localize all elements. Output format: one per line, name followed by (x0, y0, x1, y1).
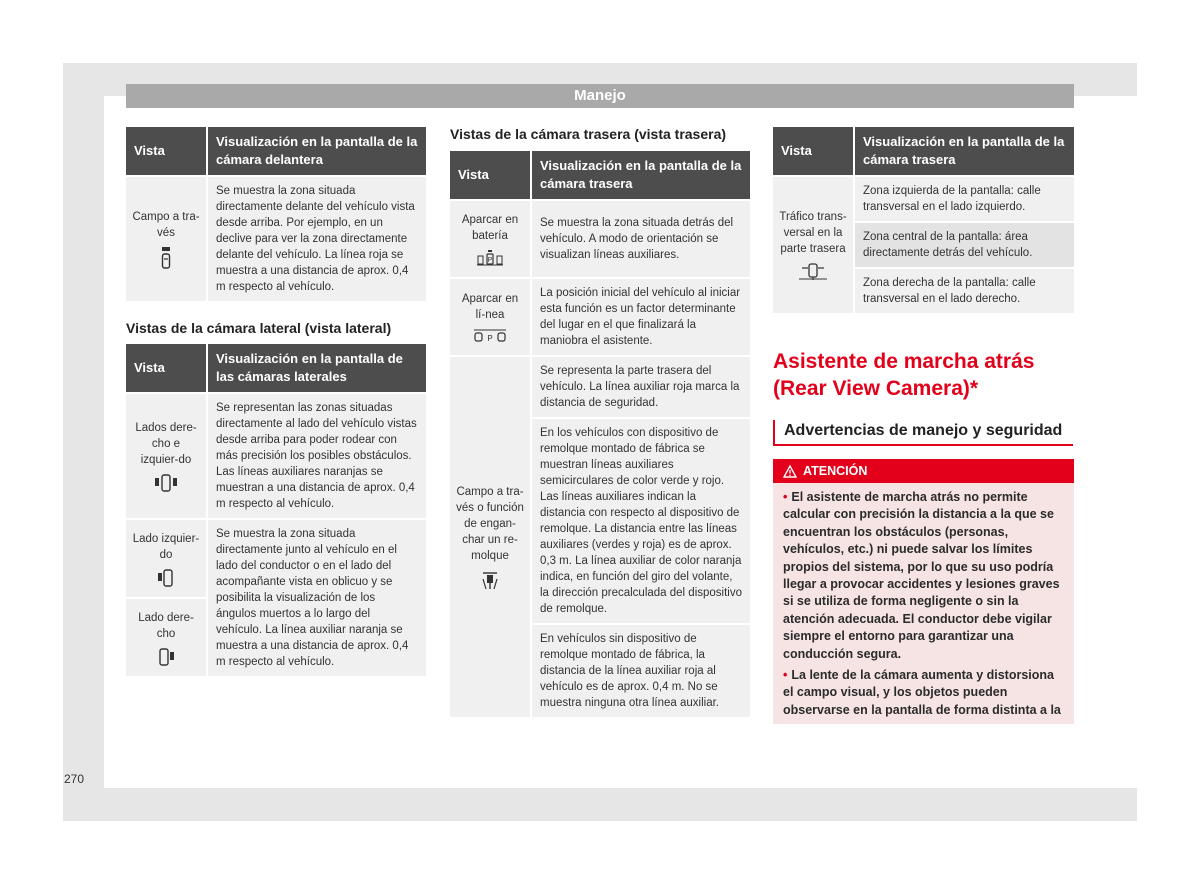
right-side-camera-icon (158, 648, 174, 666)
cross-traffic-table (773, 125, 1074, 315)
table-row (450, 201, 750, 277)
view-label: Lado dere-cho (138, 611, 194, 640)
table-row (450, 357, 750, 417)
warning-text: El asistente de marcha atrás no permite calcular con precisión la distancia a la que se encuentran los obstáculos (personas, vehículos, etc.) ni puede salvar los límites propios del sistema, por lo que su uso podría llegar a provocar accidentes y lesiones graves si se utiliza de forma negligente o sin la atención adecuada. El conductor debe vigilar siempre el entorno para garantizar una conducción segura. (783, 490, 1060, 661)
front-camera-icon (160, 247, 172, 269)
warning-body (773, 483, 1074, 719)
vista-column-header: Vista (450, 151, 532, 199)
rear-camera-table (450, 149, 750, 719)
vista-column-header: Vista (126, 344, 208, 392)
description-cell: Se muestra la zona situada detrás del vehículo. A modo de orientación se visualizan líneas auxiliares. (532, 201, 750, 277)
view-label: Aparcar en batería (461, 214, 519, 242)
trailer-hitch-icon (481, 570, 499, 590)
description-cell: En vehículos sin dispositivo de remolque montado de fábrica, la distancia de la línea auxiliar roja al vehículo es de aprox. 0,4 m. No se muestra ninguna otra línea auxiliar. (532, 625, 750, 717)
display-column-header: Visualización en la pantalla de la cámara trasera (855, 127, 1074, 175)
description-cell: Se representa la parte trasera del vehículo. La línea auxiliar roja marca la distancia de seguridad. (532, 357, 750, 417)
view-label: Campo a tra-vés (132, 211, 200, 239)
view-label: Campo a tra-vés o función de engan-char un re-molque (456, 486, 524, 562)
description-cell: Se representan las zonas situadas directamente al lado del vehículo vistas desde arriba para poder rodear con más precisión los posibles obstáculos. Las líneas auxiliares naranjas se muestran a una distancia de aprox. 0,4 m respecto al vehículo. (208, 394, 426, 518)
table-row (450, 279, 750, 355)
warning-header (773, 459, 1074, 483)
view-cell (126, 599, 208, 676)
chapter-header: Manejo (126, 84, 1074, 108)
warning-bullet: • El asistente de marcha atrás no permite calcular con precisión la distancia a la que se encuentran los obstáculos (personas, vehículos, etc.) ni puede salvar los límites propios del sistema, por lo que su uso podría llegar a provocar accidentes y lesiones graves si se utiliza de forma negligente o sin la atención adecuada. El conductor debe vigilar siempre el entorno para garantizar una conducción segura. (783, 490, 1060, 661)
rear-section-title: Vistas de la cámara trasera (vista trasera) (450, 126, 727, 142)
svg-text:P: P (487, 257, 493, 264)
description-cell: Zona derecha de la pantalla: calle transversal en el lado derecho. (855, 269, 1074, 313)
warning-label: ATENCIÓN (803, 464, 868, 478)
view-cell (773, 177, 855, 313)
description-cell: Zona central de la pantalla: área directamente detrás del vehículo. (855, 223, 1074, 267)
page-number: 270 (64, 772, 85, 786)
view-cell (450, 201, 532, 277)
vista-column-header: Vista (126, 127, 208, 175)
view-cell (126, 394, 208, 518)
view-cell (450, 279, 532, 355)
parallel-parking-icon (473, 329, 507, 343)
description-cell: En los vehículos con dispositivo de remolque montado de fábrica se muestran líneas auxiliares semicirculares de color verde y rojo. Las líneas auxiliares indican la distancia con respecto al dispositivo de remolque. La distancia entre las líneas auxiliares (verdes y roja) es de aprox. 0,3 m. La línea auxiliar de color naranja indica, en función del giro del volante, la dirección precalculada del dispositivo de remolque. (532, 419, 750, 623)
view-label: Tráfico trans-versal en la parte trasera (779, 211, 847, 255)
both-sides-camera-icon (155, 474, 177, 492)
description-cell: Zona izquierda de la pantalla: calle transversal en el lado izquierdo. (855, 177, 1074, 221)
table-row (126, 177, 426, 301)
view-cell (450, 357, 532, 717)
section-title: Asistente de marcha atrás (Rear View Camera)* (773, 350, 1035, 400)
warning-box (773, 459, 1074, 724)
battery-parking-icon (476, 250, 504, 266)
view-label: Lado izquier-do (132, 532, 200, 561)
display-column-header: Visualización en la pantalla de la cámara delantera (208, 127, 426, 175)
cross-traffic-icon (798, 263, 828, 281)
description-cell: Se muestra la zona situada directamente delante del vehículo vista desde arriba. Por ejemplo, en un declive para ver la zona directamente delante del vehículo. La línea roja se muestra a una distancia de aprox. 0,4 m respecto al vehículo. (208, 177, 426, 301)
display-column-header: Visualización en la pantalla de las cámaras laterales (208, 344, 426, 392)
svg-text:P: P (487, 334, 493, 343)
description-cell: La posición inicial del vehículo al iniciar esta función es un factor determinante del lugar en el que finalizará la maniobra el asistente. (532, 279, 750, 355)
display-column-header: Visualización en la pantalla de la cámara trasera (532, 151, 750, 199)
warning-bullet: • La lente de la cámara aumenta y distorsiona el campo visual, y los objetos pueden observarse en la pantalla de forma distinta a la (783, 668, 1061, 717)
warning-text: La lente de la cámara aumenta y distorsiona el campo visual, y los objetos pueden observarse en la pantalla de forma distinta a la (783, 668, 1061, 717)
view-cell (126, 520, 208, 597)
lateral-camera-table (126, 342, 426, 678)
lateral-section-title: Vistas de la cámara lateral (vista lateral) (126, 320, 392, 336)
view-cell (126, 177, 208, 301)
view-label: Lados dere-cho e izquier-do (135, 422, 197, 466)
description-cell: Se muestra la zona situada directamente junto al vehículo en el lado del conductor o en el lado del acompañante vista en oblicuo y se posibilita la visualización de los ángulos muertos a lo largo del vehículo. La línea auxiliar naranja se muestra a una distancia de aprox. 0,4 m respecto al vehículo. (208, 520, 426, 676)
front-camera-table (126, 125, 426, 303)
vista-column-header: Vista (773, 127, 855, 175)
table-row (126, 520, 426, 597)
left-side-camera-icon (158, 569, 174, 587)
warning-triangle-icon (783, 465, 797, 478)
view-label: Aparcar en lí-nea (461, 293, 519, 321)
section-subtitle: Advertencias de manejo y seguridad (773, 420, 1073, 446)
table-row (773, 177, 1074, 221)
table-row (126, 394, 426, 518)
